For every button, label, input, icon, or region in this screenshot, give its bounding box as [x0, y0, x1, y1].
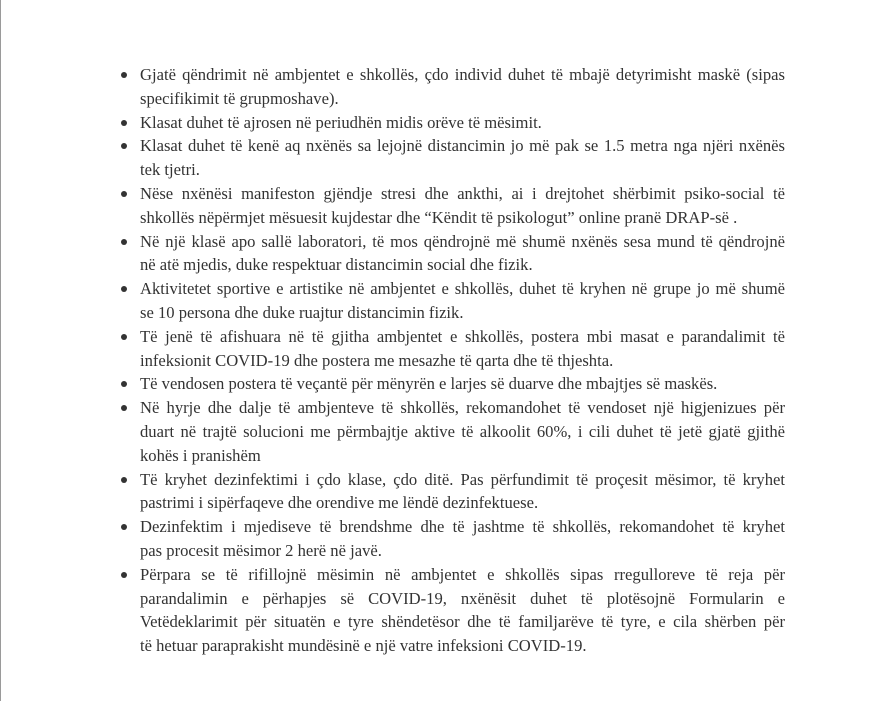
list-item-line: infeksionit COVID-19 dhe postera me mesazhe të qarta dhe të thjeshta.	[140, 350, 614, 370]
list-item-line: Përpara se të rifillojnë mësimin në ambjentet e shkollës sipas rregulloreve të reja për	[140, 564, 785, 584]
bullet-icon	[121, 572, 127, 578]
bullet-icon	[121, 120, 127, 126]
bullet-icon	[121, 286, 127, 292]
list-item-line: Klasat duhet të kenë aq nxënës sa lejojnë distancimin jo më pak se 1.5 metra nga njëri nxënës	[140, 136, 785, 156]
list-item	[140, 372, 785, 396]
list-item-line: pas procesit mësimor 2 herë në javë.	[140, 540, 382, 560]
bullet-icon	[121, 143, 127, 149]
list-item	[140, 396, 785, 467]
list-item-line: Të jenë të afishuara në të gjitha ambjentet e shkollës, postera mbi masat e parandalimit të	[140, 326, 785, 346]
list-item-line: Gjatë qëndrimit në ambjentet e shkollës, çdo individ duhet të mbajë detyrimisht maskë (sipas	[140, 65, 785, 84]
list-item-line: Klasat duhet të ajrosen në periudhën midis orëve të mësimit.	[140, 112, 542, 132]
list-item-line: Vetëdeklarimit për situatën e tyre shëndetësor dhe të familjarëve të tyre, e cila shërben për	[140, 612, 785, 632]
bullet-icon	[121, 191, 127, 197]
list-item	[140, 134, 785, 182]
list-item	[140, 111, 785, 135]
bullet-icon	[121, 477, 127, 483]
bullet-icon	[121, 405, 127, 411]
bullet-list	[140, 63, 785, 658]
list-item-line: Aktivitetet sportive e artistike në ambjentet e shkollës, duhet të kryhen në grupe jo më shumë	[140, 279, 785, 299]
list-item	[140, 325, 785, 373]
list-item-line: Të kryhet dezinfektimi i çdo klase, çdo ditë. Pas përfundimit të proçesit mësimor, të kryhet	[140, 469, 785, 489]
list-item-line: parandalimin e përhapjes së COVID-19, nxënësit duhet të plotësojnë Formularin e	[140, 588, 785, 608]
list-item	[140, 468, 785, 516]
list-item	[140, 182, 785, 230]
document-body	[140, 63, 785, 658]
list-item-line: Në një klasë apo sallë laboratori, të mos qëndrojnë më shumë nxënës sesa mund të qëndrojnë	[140, 231, 785, 251]
list-item-line: Të vendosen postera të veçantë për mënyrën e larjes së duarve dhe mbajtjes së maskës.	[140, 374, 718, 394]
list-item	[140, 63, 785, 111]
list-item-line: Nëse nxënësi manifeston gjëndje stresi dhe ankthi, ai i drejtohet shërbimit psiko-social të	[140, 183, 785, 203]
bullet-icon	[121, 239, 127, 245]
bullet-icon	[121, 524, 127, 530]
bullet-icon	[121, 334, 127, 340]
list-item-line: Në hyrje dhe dalje të ambjenteve të shkollës, rekomandohet të vendoset një higjenizues për	[140, 398, 785, 418]
list-item	[140, 230, 785, 278]
list-item-line: specifikimit të grupmoshave).	[140, 88, 339, 108]
list-item-line: tek tjetri.	[140, 160, 200, 180]
list-item-line: Dezinfektim i mjediseve të brendshme dhe të jashtme të shkollës, rekomandohet të kryhet	[140, 517, 785, 537]
list-item-line: kohës i pranishëm	[140, 445, 261, 465]
bullet-icon	[121, 72, 127, 78]
list-item	[140, 515, 785, 563]
list-item	[140, 277, 785, 325]
list-item-line: të hetuar paraprakisht mundësinë e një vatre infeksioni COVID-19.	[140, 636, 587, 656]
page-edge	[0, 0, 1, 701]
list-item-line: në atë mjedis, duke respektuar distancimin social dhe fizik.	[140, 255, 533, 275]
list-item-line: pastrimi i sipërfaqeve dhe orendive me lëndë dezinfektuese.	[140, 493, 539, 513]
list-item-line: se 10 persona dhe duke ruajtur distancimin fizik.	[140, 302, 464, 322]
bullet-icon	[121, 381, 127, 387]
list-item	[140, 563, 785, 658]
list-item-line: shkollës nëpërmjet mësuesit kujdestar dhe “Këndit të psikologut” online pranë DRAP-së .	[140, 207, 738, 227]
list-item-line: duart në trajtë solucioni me përmbajtje aktive të alkoolit 60%, i cili duhet të jetë gjatë gjithë	[140, 421, 785, 441]
